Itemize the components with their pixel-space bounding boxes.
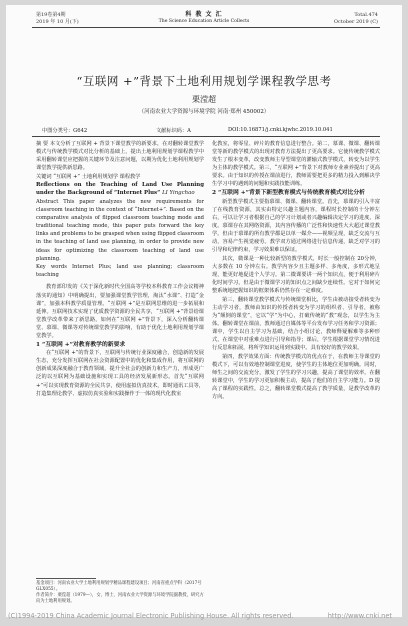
footnote-rule xyxy=(36,578,96,579)
journal-name-cn: 科 教 文 汇 xyxy=(185,11,223,18)
header-volume: 第19卷第4期 xyxy=(36,12,66,18)
journal-name-en: The Science Education Article Collects xyxy=(158,19,250,24)
english-title-text: Reflections on the Teaching of Land Use Planning under the Background of “Internet Plus” xyxy=(36,182,204,197)
meta-rule xyxy=(32,136,380,137)
copyright-text: (C)1994-2019 China Academic Journal Electronic Publishing House. All rights reserved. xyxy=(8,612,294,620)
journal-page xyxy=(6,5,402,617)
footnote xyxy=(36,581,206,605)
right-column xyxy=(212,140,380,576)
header-date: 2019 年 10 月(下) xyxy=(36,18,79,25)
doi: DOI:10.16871/j.cnki.kjwhc.2019.10.041 xyxy=(228,127,333,133)
abstract-cn: 摘 要 本文分析了互联网 + 背景下课堂教学的新要求，在对翻转课堂教学模式与传统教学模式对比分析的基础上，提出土地利用规划学课程教学中采用翻转课堂应把握的关键环节及注意问题，以期为优化土地利用规划学课堂教学提供新思路。 xyxy=(36,141,204,172)
intro-paragraph: 教育部印发的《关于深化新时代全国高等学校本科教育工作会议精神落实的通知》中明确提出，要加强课堂教学管理，淘汰“水课”、打造“金课”，加强本科教学质量管理。“互联网 +”是互联网思维的进一步拓展和延伸。互联网技术实现了优质教学资源的全民共享，“互联网 +”背景给课堂教学改革带来了新思路，如何在“互联网 +”背景下，深入分析翻转课堂、慕课、微课等对传统课堂教学的影响，有助于优化土地利用规划学课堂教学。 xyxy=(36,284,204,339)
cnki-link[interactable]: http://www.cnki.net xyxy=(327,612,392,620)
right-paragraph-2: 新型教学模式主要指慕课、微课、翻转课堂。首先，慕课的引入丰富了在线教育资源，其实由特定兴趣主题内容，课程时长控制的十分钟左右，可以让学习者根据自己的学习计划或者兴趣编辑决定学习的进度、深度。慕课存在其网络资源，其内容传播的广泛性和快速性大大超过课堂教学。但由于慕课的所有教学都是以单一媒介——视频呈现，缺乏交流与互动，容易产生视觉疲劳。教学双方通过网络进行信息传递，缺乏对学习的引导和纪律约束，学习效果难以保证。 xyxy=(212,198,380,254)
english-author: LI Yingchao xyxy=(162,190,195,197)
abstract-en: Abstract This paper analyzes the new requirements for classroom teaching in the context of “Internet+”. Based on the comparative analysis of flipped classroom teaching mode and traditional teaching mode, this paper puts forward the key links and problems to be grasped when using flipped classroom in the teaching of land use planning, in order to provide new ideas for optimizing the classroom teaching of land use planning. xyxy=(36,198,204,262)
english-title xyxy=(36,181,204,197)
left-column xyxy=(36,140,204,398)
section-2-heading: 2 “互联网 +”背景下新型教育模式与传统教育模式对比分析 xyxy=(212,190,365,197)
document-code: 文献标识码：A xyxy=(156,128,191,134)
right-paragraph-1: 化教室，将零星、碎片的教育信息进行整合。第二，慕课、微课、翻转课堂等新的教学模式的出现对教育方法提出了更高要求。它使传统教学模式发生了根本变革，改变教师主导型课堂的灌输式教学模式，转变为以学生为主体的教学模式。第三，“互联网 +”背景下对教师专业素养提出了更高要求。由于知识的传授在课前进行，教师需要把更多的精力投入到解决学生学习中的遇到的问题和实践技能训练。 xyxy=(212,141,380,188)
article-title: “互联网 +”背景下土地利用规划学课程教学思考 xyxy=(76,74,332,88)
section-1-text: 在“互联网 +”的背景下，互联网与传统行业深度融合，创造新的发展生态，充分发挥互联网在社会资源配置中的优化和集成作用，将互联网的创新成果深度融合于教育领域，提升全社会的创新力和生产力，形成更广泛的以互联网为基础设施和实现工具的经济发展新形态。首先“互联网 +”可以实现教育资源的全民共享，使用虚拟仿真技术，即时通讯工具等，打造集理论教学、虚拟仿真实验和实践操作于一体的现代化教室 xyxy=(36,350,204,397)
right-paragraph-5: 第四，教学效果方面：传统教学模式的优点在于，在教师主导课堂的模式下，可以有效地控制课堂进度，使学生的主体地位更加明确。同时，师生之间的交流充分，激发了学生的学习兴趣，提高了课堂的效率。在翻转课堂中，学生的学习更加积极主动，提高了他们的自主学习能力。D 提高了课程的实践性。总之，翻转课堂模式提高了教学质量，是教学改革的方向。 xyxy=(212,353,380,401)
article-author: 栗滢超 xyxy=(192,95,216,104)
right-paragraph-3: 其次，微课是一种比较新型的教学模式，时长一般控制在 20分钟，大多数在 10 分钟左右。教学内容少且主题多样、多角度，多形式地呈现，能更好地促进个人学习。第二微课要讲一两个知识点，便于利用碎片化时间学习，但是由于微课学习的知识点之间缺少连续性。它对于如何完整系统地把握知识的框架体系仍然存在一定难度。 xyxy=(212,255,380,295)
section-1-heading: 1 “互联网 +”对教育教学的新要求 xyxy=(36,341,126,348)
header-date-en: October 2019 (C) xyxy=(333,18,378,25)
header-rule xyxy=(32,27,380,28)
footnote-funding: 基金项目：河南农业大学土地利用规划学精品课程建设项目；河南省重点学科（2017号GLX055）。 xyxy=(36,581,202,592)
header-total-info xyxy=(334,12,378,25)
keywords-en: Key words Internet Plus; land use planning; classroom teaching xyxy=(36,264,204,279)
article-affiliation: （河南农业大学资源与环境学院 河南·郑州 450002） xyxy=(138,109,270,115)
clc-number: 中图分类号：G642 xyxy=(42,128,88,134)
footnote-author-bio: 作者简介：栗滢超（1979—），女，博士，河南农业大学资源与环境学院副教授，研究方向为土地利用规划。 xyxy=(36,593,204,604)
right-paragraph-4: 第三，翻转课堂教学模式与传统课堂相比，学生由被动接受者转变为主动学习者，教师由知识的传授者转变为学习的组织者、引导者，被称为“颠倒的课堂”，它以“学”为中心，打破传统的“教”观念，以学生为主体。翻转课堂在课前，教师通过自媒体等平台发布学习任务和学习资源；课中，学生以自主学习为基础，结合小组讨论，教师释疑解难等多种形式，在课堂中对重难点进行引导和指导；课后，学生根据课堂学习情况进行反思和拓展，将所学知识运用到实践中。具有较好的教学效果。 xyxy=(212,296,380,352)
keywords-cn: 关键词 “互联网 +” 土地利用规划学 课程教学 xyxy=(36,173,141,180)
header-total: Total.474 xyxy=(354,12,378,18)
